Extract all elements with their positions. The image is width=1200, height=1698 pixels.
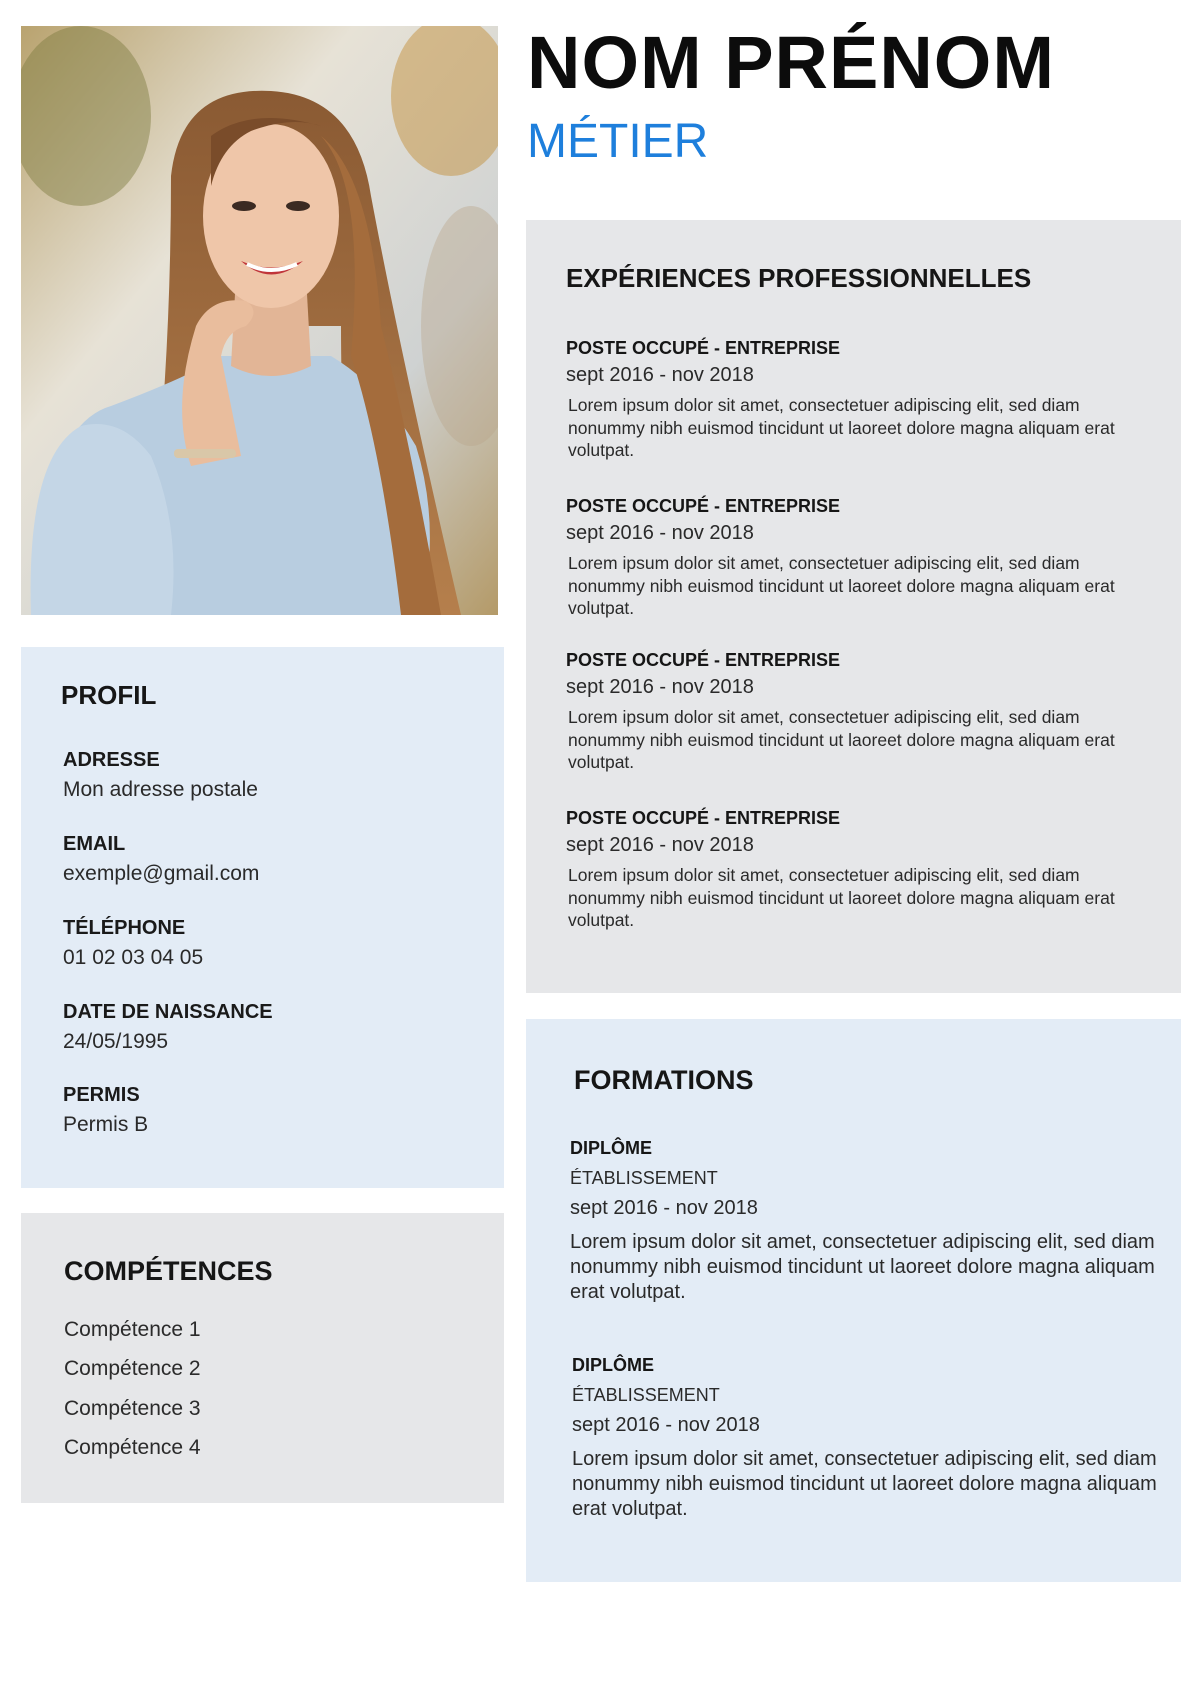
education-title: FORMATIONS [574,1065,754,1095]
education-description: Lorem ipsum dolor sit amet, consectetuer adipiscing elit, sed diam nonummy nibh euismod tincidunt ut laoreet dolore magna aliquam erat volutpat. [572,1448,1157,1520]
education-dates: sept 2016 - nov 2018 [570,1197,758,1219]
skill-item: Compétence 2 [64,1357,201,1380]
experience-entry [566,338,1156,462]
candidate-name: NOM PRÉNOM [527,21,1055,104]
degree-name: DIPLÔME [572,1355,655,1375]
job-dates: sept 2016 - nov 2018 [566,522,754,544]
skill-item: Compétence 3 [64,1397,201,1420]
school-name: ÉTABLISSEMENT [570,1168,718,1188]
field-label: EMAIL [63,833,126,855]
experience-entry [566,496,1156,620]
experience-section [526,220,1181,993]
education-entry [572,1355,1162,1522]
experience-entry [566,808,1156,932]
job-dates: sept 2016 - nov 2018 [566,364,754,386]
job-description: Lorem ipsum dolor sit amet, consectetuer adipiscing elit, sed diam nonummy nibh euismod tincidunt ut laoreet dolore magna aliquam erat volutpat. [568,707,1115,772]
skills-title: COMPÉTENCES [64,1256,273,1286]
job-description: Lorem ipsum dolor sit amet, consectetuer adipiscing elit, sed diam nonummy nibh euismod tincidunt ut laoreet dolore magna aliquam erat volutpat. [568,395,1115,460]
field-label: DATE DE NAISSANCE [63,1001,273,1023]
job-position: POSTE OCCUPÉ - ENTREPRISE [566,650,841,670]
profile-photo [21,26,498,615]
profile-field-license [63,1084,148,1137]
school-name: ÉTABLISSEMENT [572,1385,720,1405]
field-value: Mon adresse postale [63,778,258,801]
field-label: TÉLÉPHONE [63,917,186,939]
profile-title: PROFIL [61,680,157,710]
field-label: ADRESSE [63,749,160,771]
experience-entry [566,650,1156,774]
profile-field-address [63,749,258,802]
education-description: Lorem ipsum dolor sit amet, consectetuer adipiscing elit, sed diam nonummy nibh euismod tincidunt ut laoreet dolore magna aliquam erat volutpat. [570,1231,1155,1303]
degree-name: DIPLÔME [570,1138,653,1158]
field-value: exemple@gmail.com [63,862,260,885]
field-value: Permis B [63,1113,149,1136]
profile-field-email [63,833,259,886]
education-dates: sept 2016 - nov 2018 [572,1414,760,1436]
profile-field-birthdate [63,1001,273,1054]
job-dates: sept 2016 - nov 2018 [566,834,754,856]
portrait-image [21,26,498,615]
profile-field-phone [63,917,203,970]
profile-section [21,647,504,1188]
job-position: POSTE OCCUPÉ - ENTREPRISE [566,496,841,516]
skills-section [21,1213,504,1503]
field-value: 01 02 03 04 05 [63,946,204,969]
field-value: 24/05/1995 [63,1030,169,1053]
education-entry [570,1138,1160,1305]
job-description: Lorem ipsum dolor sit amet, consectetuer adipiscing elit, sed diam nonummy nibh euismod tincidunt ut laoreet dolore magna aliquam erat volutpat. [568,865,1115,930]
skill-item: Compétence 1 [64,1318,201,1341]
job-position: POSTE OCCUPÉ - ENTREPRISE [566,338,841,358]
job-title: MÉTIER [527,115,709,168]
job-description: Lorem ipsum dolor sit amet, consectetuer adipiscing elit, sed diam nonummy nibh euismod tincidunt ut laoreet dolore magna aliquam erat volutpat. [568,553,1115,618]
experience-title: EXPÉRIENCES PROFESSIONNELLES [566,263,1032,293]
job-dates: sept 2016 - nov 2018 [566,676,754,698]
education-section [526,1019,1181,1582]
skill-item: Compétence 4 [64,1436,201,1459]
job-position: POSTE OCCUPÉ - ENTREPRISE [566,808,841,828]
field-label: PERMIS [63,1084,140,1106]
